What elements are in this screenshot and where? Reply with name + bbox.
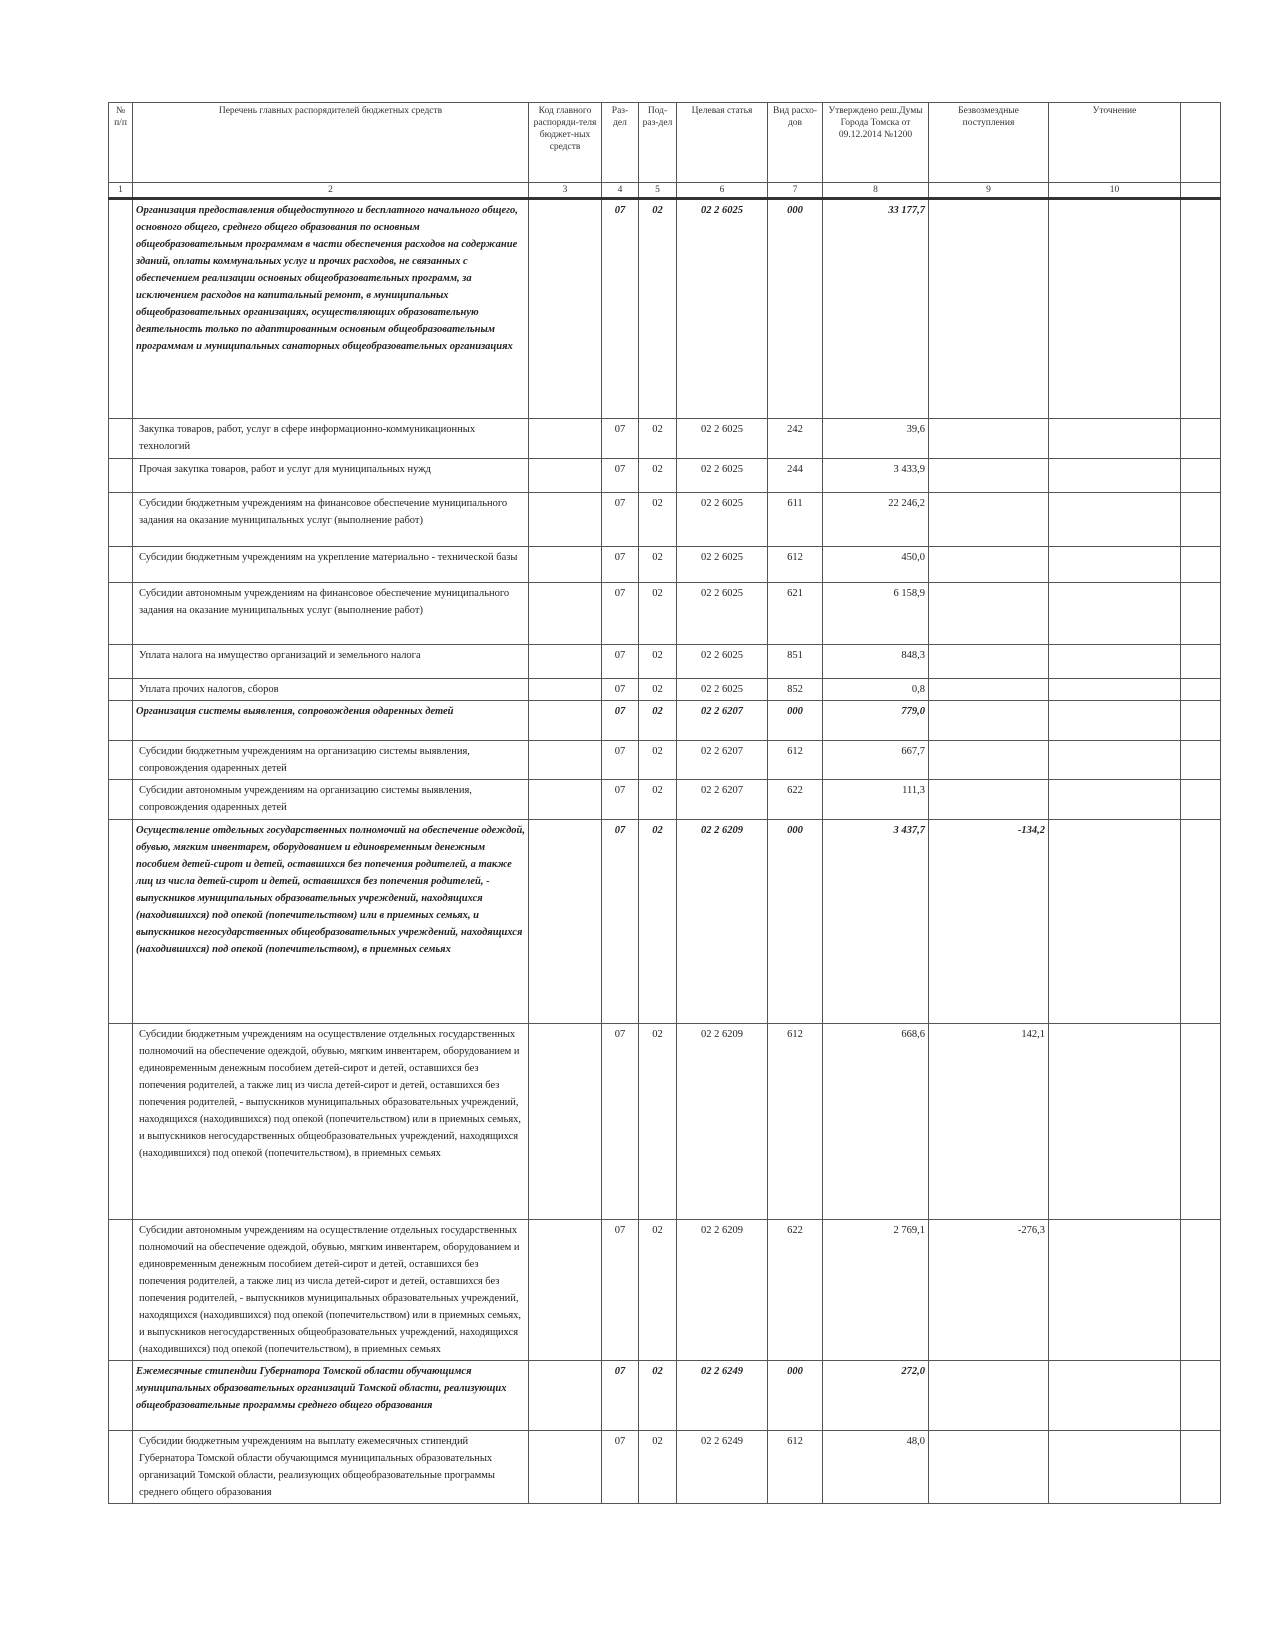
header-exptype: Вид расхо-дов [768, 103, 823, 183]
row-exptype: 000 [768, 1361, 823, 1431]
row-name: Прочая закупка товаров, работ и услуг для муниципальных нужд [133, 459, 529, 493]
row-section: 07 [602, 820, 639, 1024]
row-exptype: 242 [768, 419, 823, 459]
row-number [109, 459, 133, 493]
row-grants: -134,2 [929, 820, 1049, 1024]
row-target: 02 2 6025 [677, 679, 768, 701]
row-approved: 0,8 [823, 679, 929, 701]
row-number [109, 419, 133, 459]
row-extra [1181, 547, 1221, 583]
row-extra [1181, 679, 1221, 701]
row-name: Субсидии бюджетным учреждениям на выплату ежемесячных стипендий Губернатора Томской области обучающимся муниципальных образовательных организаций Томской области, реализующих общеобразовательные программы среднего общего образования [133, 1431, 529, 1504]
row-code [529, 493, 602, 547]
row-approved: 111,3 [823, 780, 929, 820]
header-section: Раз-дел [602, 103, 639, 183]
row-code [529, 679, 602, 701]
row-extra [1181, 419, 1221, 459]
row-section: 07 [602, 459, 639, 493]
row-name: Субсидии бюджетным учреждениям на осуществление отдельных государственных полномочий на обеспечение одеждой, обувью, мягким инвентарем, оборудованием и единовременным денежным пособием детей-сирот и детей, оставшихся без попечения родителей, а также лиц из числа детей-сирот и детей, оставшихся без попечения родителей, - выпускников муниципальных образовательных учреждений, находящихся (находившихся) под опекой (попечительством) или в приемных семьях, и выпускников негосударственных общеобразовательных учреждений, находящихся (находившихся) под опекой (попечительством), в приемных семьях [133, 1024, 529, 1220]
table-row [109, 679, 1221, 701]
row-approved: 39,6 [823, 419, 929, 459]
row-name: Ежемесячные стипендии Губернатора Томской области обучающимся муниципальных образовательных организаций Томской области, реализующих общеобразовательные программы среднего общего образования [133, 1361, 529, 1431]
row-grants [929, 645, 1049, 679]
row-target: 02 2 6209 [677, 1024, 768, 1220]
colnum-extra [1181, 183, 1221, 199]
row-approved: 2 769,1 [823, 1220, 929, 1361]
row-code [529, 701, 602, 741]
row-section: 07 [602, 780, 639, 820]
row-name: Осуществление отдельных государственных полномочий на обеспечение одеждой, обувью, мягким инвентарем, оборудованием и единовременным денежным пособием детей-сирот и детей, оставшихся без попечения родителей, а также лиц из числа детей-сирот и детей, оставшихся без попечения родителей, - выпускников муниципальных образовательных учреждений, находящихся (находившихся) под опекой (попечительством) или в приемных семьях, и выпускников негосударственных общеобразовательных учреждений, находящихся (находившихся) под опекой (попечительством), в приемных семьях [133, 820, 529, 1024]
row-name: Субсидии автономным учреждениям на организацию системы выявления, сопровождения одаренных детей [133, 780, 529, 820]
row-target: 02 2 6207 [677, 701, 768, 741]
table-row [109, 780, 1221, 820]
row-section: 07 [602, 1220, 639, 1361]
row-name: Организация системы выявления, сопровождения одаренных детей [133, 701, 529, 741]
table-row [109, 1431, 1221, 1504]
row-subsection: 02 [639, 583, 677, 645]
colnum: 10 [1049, 183, 1181, 199]
header-no: № п/п [109, 103, 133, 183]
row-clarif [1049, 645, 1181, 679]
row-grants [929, 1431, 1049, 1504]
row-code [529, 1431, 602, 1504]
row-clarif [1049, 547, 1181, 583]
row-number [109, 820, 133, 1024]
row-section: 07 [602, 1361, 639, 1431]
colnum: 2 [133, 183, 529, 199]
row-approved: 6 158,9 [823, 583, 929, 645]
row-grants [929, 741, 1049, 780]
row-extra [1181, 1431, 1221, 1504]
table-row [109, 459, 1221, 493]
row-grants [929, 701, 1049, 741]
row-approved: 848,3 [823, 645, 929, 679]
row-name: Субсидии автономным учреждениям на осуществление отдельных государственных полномочий на обеспечение одеждой, обувью, мягким инвентарем, оборудованием и единовременным денежным пособием детей-сирот и детей, оставшихся без попечения родителей, а также лиц из числа детей-сирот и детей, оставшихся без попечения родителей, - выпускников муниципальных образовательных учреждений, находящихся (находившихся) под опекой (попечительством) или в приемных семьях, и выпускников негосударственных общеобразовательных учреждений, находящихся (находившихся) под опекой (попечительством), в приемных семьях [133, 1220, 529, 1361]
row-grants [929, 199, 1049, 419]
row-number [109, 493, 133, 547]
table-body [109, 199, 1221, 1504]
row-clarif [1049, 459, 1181, 493]
row-number [109, 1361, 133, 1431]
row-exptype: 622 [768, 780, 823, 820]
row-section: 07 [602, 583, 639, 645]
row-exptype: 000 [768, 820, 823, 1024]
colnum: 3 [529, 183, 602, 199]
row-approved: 48,0 [823, 1431, 929, 1504]
row-subsection: 02 [639, 1431, 677, 1504]
row-number [109, 199, 133, 419]
row-target: 02 2 6207 [677, 741, 768, 780]
row-subsection: 02 [639, 1220, 677, 1361]
row-clarif [1049, 1220, 1181, 1361]
row-grants [929, 780, 1049, 820]
row-extra [1181, 459, 1221, 493]
table-row [109, 741, 1221, 780]
row-section: 07 [602, 645, 639, 679]
row-approved: 22 246,2 [823, 493, 929, 547]
row-target: 02 2 6209 [677, 820, 768, 1024]
row-section: 07 [602, 1431, 639, 1504]
row-section: 07 [602, 547, 639, 583]
row-section: 07 [602, 741, 639, 780]
row-subsection: 02 [639, 493, 677, 547]
row-section: 07 [602, 1024, 639, 1220]
row-exptype: 621 [768, 583, 823, 645]
header-grants: Безвозмездные поступления [929, 103, 1049, 183]
header-target: Целевая статья [677, 103, 768, 183]
row-number [109, 1024, 133, 1220]
row-exptype: 611 [768, 493, 823, 547]
colnum: 4 [602, 183, 639, 199]
row-grants [929, 679, 1049, 701]
row-target: 02 2 6025 [677, 419, 768, 459]
table-row [109, 199, 1221, 419]
row-exptype: 612 [768, 741, 823, 780]
row-target: 02 2 6207 [677, 780, 768, 820]
row-exptype: 000 [768, 701, 823, 741]
row-target: 02 2 6025 [677, 583, 768, 645]
row-grants [929, 583, 1049, 645]
row-extra [1181, 645, 1221, 679]
row-grants: 142,1 [929, 1024, 1049, 1220]
table-row [109, 820, 1221, 1024]
row-section: 07 [602, 493, 639, 547]
row-subsection: 02 [639, 199, 677, 419]
row-grants [929, 419, 1049, 459]
row-number [109, 583, 133, 645]
row-name: Субсидии бюджетным учреждениям на финансовое обеспечение муниципального задания на оказание муниципальных услуг (выполнение работ) [133, 493, 529, 547]
table-row [109, 583, 1221, 645]
row-code [529, 459, 602, 493]
row-extra [1181, 701, 1221, 741]
row-extra [1181, 1220, 1221, 1361]
row-subsection: 02 [639, 419, 677, 459]
row-approved: 272,0 [823, 1361, 929, 1431]
table-row [109, 1220, 1221, 1361]
row-exptype: 612 [768, 547, 823, 583]
row-subsection: 02 [639, 741, 677, 780]
row-code [529, 1024, 602, 1220]
row-extra [1181, 1361, 1221, 1431]
row-target: 02 2 6025 [677, 547, 768, 583]
colnum: 9 [929, 183, 1049, 199]
row-exptype: 612 [768, 1024, 823, 1220]
colnum: 1 [109, 183, 133, 199]
budget-allocation-table [108, 102, 1221, 1504]
row-exptype: 852 [768, 679, 823, 701]
row-number [109, 645, 133, 679]
table-header-row [109, 103, 1221, 183]
row-subsection: 02 [639, 701, 677, 741]
table-row [109, 1361, 1221, 1431]
row-code [529, 1361, 602, 1431]
row-number [109, 701, 133, 741]
row-name: Субсидии бюджетным учреждениям на организацию системы выявления, сопровождения одаренных детей [133, 741, 529, 780]
table-row [109, 1024, 1221, 1220]
row-subsection: 02 [639, 645, 677, 679]
header-subsection: Под-раз-дел [639, 103, 677, 183]
row-code [529, 780, 602, 820]
row-number [109, 679, 133, 701]
row-grants [929, 547, 1049, 583]
row-target: 02 2 6249 [677, 1361, 768, 1431]
row-clarif [1049, 679, 1181, 701]
row-target: 02 2 6249 [677, 1431, 768, 1504]
row-clarif [1049, 199, 1181, 419]
row-target: 02 2 6209 [677, 1220, 768, 1361]
row-number [109, 741, 133, 780]
row-extra [1181, 780, 1221, 820]
header-extra [1181, 103, 1221, 183]
row-subsection: 02 [639, 1361, 677, 1431]
header-clarif: Уточнение [1049, 103, 1181, 183]
row-name: Закупка товаров, работ, услуг в сфере информационно-коммуникационных технологий [133, 419, 529, 459]
row-target: 02 2 6025 [677, 199, 768, 419]
row-code [529, 1220, 602, 1361]
row-clarif [1049, 741, 1181, 780]
row-clarif [1049, 780, 1181, 820]
row-subsection: 02 [639, 679, 677, 701]
row-extra [1181, 583, 1221, 645]
row-grants [929, 1361, 1049, 1431]
row-number [109, 780, 133, 820]
table-row [109, 701, 1221, 741]
row-clarif [1049, 1431, 1181, 1504]
column-number-row [109, 183, 1221, 199]
row-clarif [1049, 583, 1181, 645]
row-name: Уплата налога на имущество организаций и земельного налога [133, 645, 529, 679]
row-code [529, 741, 602, 780]
row-approved: 3 433,9 [823, 459, 929, 493]
row-exptype: 000 [768, 199, 823, 419]
row-exptype: 622 [768, 1220, 823, 1361]
row-target: 02 2 6025 [677, 493, 768, 547]
row-clarif [1049, 701, 1181, 741]
row-number [109, 1220, 133, 1361]
row-clarif [1049, 1361, 1181, 1431]
row-code [529, 199, 602, 419]
row-exptype: 612 [768, 1431, 823, 1504]
row-subsection: 02 [639, 459, 677, 493]
row-exptype: 851 [768, 645, 823, 679]
row-clarif [1049, 493, 1181, 547]
row-name: Уплата прочих налогов, сборов [133, 679, 529, 701]
colnum: 8 [823, 183, 929, 199]
row-extra [1181, 199, 1221, 419]
row-clarif [1049, 1024, 1181, 1220]
row-grants [929, 459, 1049, 493]
row-code [529, 820, 602, 1024]
row-name: Субсидии автономным учреждениям на финансовое обеспечение муниципального задания на оказание муниципальных услуг (выполнение работ) [133, 583, 529, 645]
row-clarif [1049, 419, 1181, 459]
row-extra [1181, 1024, 1221, 1220]
row-number [109, 547, 133, 583]
row-code [529, 645, 602, 679]
row-name: Субсидии бюджетным учреждениям на укрепление материально - технической базы [133, 547, 529, 583]
row-subsection: 02 [639, 547, 677, 583]
row-clarif [1049, 820, 1181, 1024]
row-subsection: 02 [639, 1024, 677, 1220]
row-approved: 3 437,7 [823, 820, 929, 1024]
row-code [529, 547, 602, 583]
row-section: 07 [602, 679, 639, 701]
row-section: 07 [602, 199, 639, 419]
row-number [109, 1431, 133, 1504]
row-section: 07 [602, 419, 639, 459]
header-approved: Утверждено реш.Думы Города Томска от 09.12.2014 №1200 [823, 103, 929, 183]
table-row [109, 493, 1221, 547]
row-extra [1181, 820, 1221, 1024]
row-approved: 667,7 [823, 741, 929, 780]
row-grants [929, 493, 1049, 547]
row-approved: 668,6 [823, 1024, 929, 1220]
colnum: 6 [677, 183, 768, 199]
table-row [109, 419, 1221, 459]
row-subsection: 02 [639, 780, 677, 820]
table-row [109, 645, 1221, 679]
colnum: 5 [639, 183, 677, 199]
colnum: 7 [768, 183, 823, 199]
row-target: 02 2 6025 [677, 459, 768, 493]
row-approved: 450,0 [823, 547, 929, 583]
table-row [109, 547, 1221, 583]
row-exptype: 244 [768, 459, 823, 493]
row-approved: 779,0 [823, 701, 929, 741]
row-code [529, 419, 602, 459]
row-target: 02 2 6025 [677, 645, 768, 679]
row-extra [1181, 493, 1221, 547]
row-extra [1181, 741, 1221, 780]
row-name: Организация предоставления общедоступного и бесплатного начального общего, основного общего, среднего общего образования по основным общеобразовательным программам в части обеспечения расходов на содержание зданий, оплаты коммунальных услуг и прочих расходов, не связанных с обеспечением реализации основных общеобразовательных программ, за исключением расходов на капитальный ремонт, в муниципальных общеобразовательных организациях, осуществляющих образовательную деятельность только по адаптированным основным общеобразовательным программам и муниципальных санаторных общеобразовательных организациях [133, 199, 529, 419]
row-section: 07 [602, 701, 639, 741]
row-grants: -276,3 [929, 1220, 1049, 1361]
header-code: Код главного распоряди-теля бюджет-ных средств [529, 103, 602, 183]
row-code [529, 583, 602, 645]
row-subsection: 02 [639, 820, 677, 1024]
row-approved: 33 177,7 [823, 199, 929, 419]
header-name: Перечень главных распорядителей бюджетных средств [133, 103, 529, 183]
